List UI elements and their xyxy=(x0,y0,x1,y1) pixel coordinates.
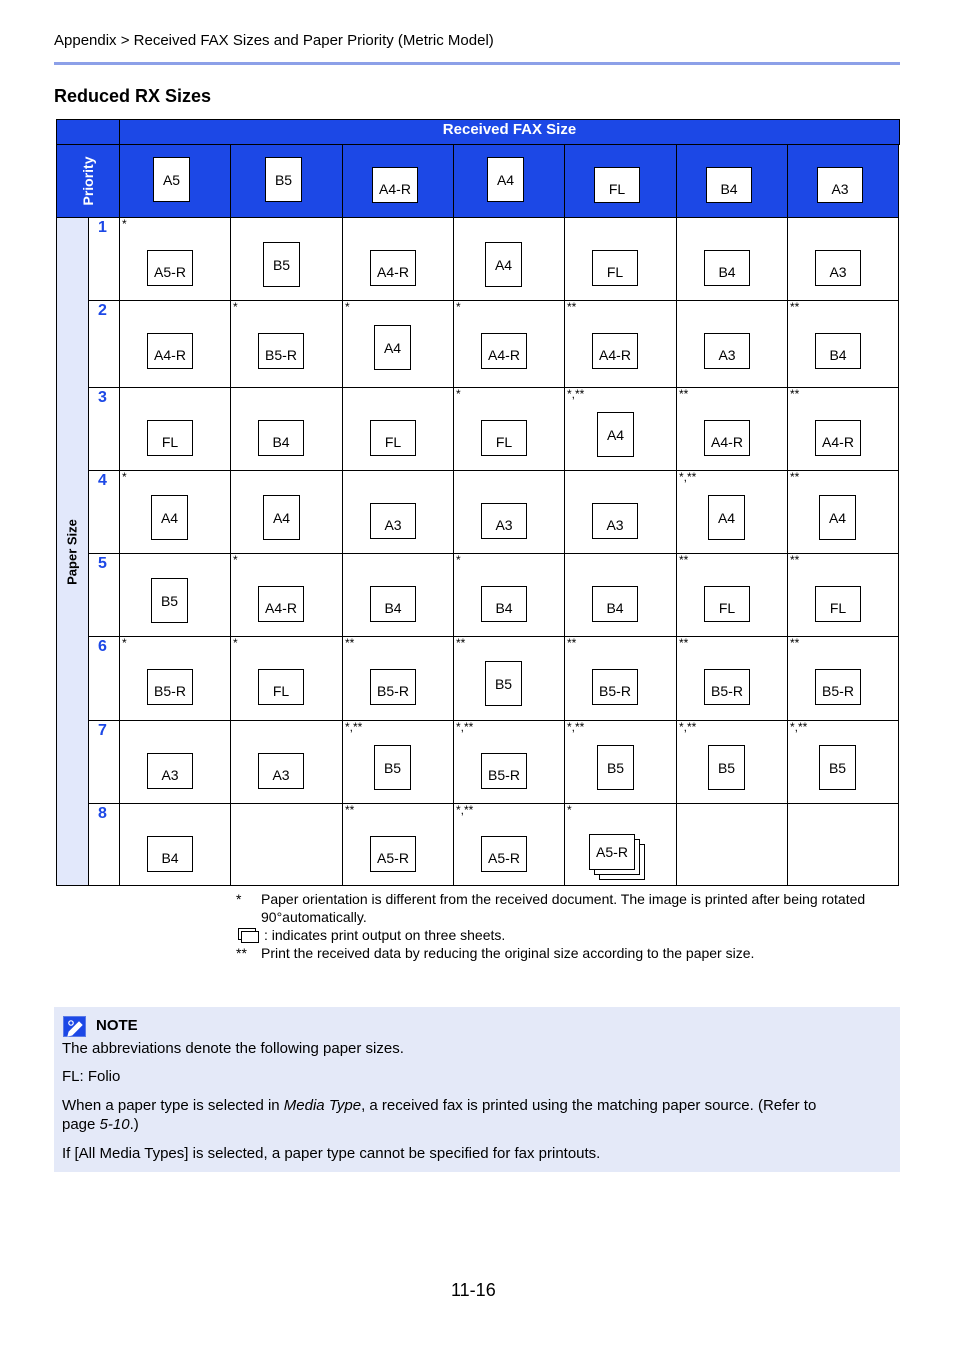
paper-size-box: B5-R xyxy=(147,669,193,705)
paper-size-box: B4 xyxy=(258,420,304,456)
priority-cell xyxy=(89,301,120,388)
footnote-mark: *,** xyxy=(456,720,474,734)
paper-size-box: A3 xyxy=(258,753,304,789)
page-number: 11-16 xyxy=(451,1280,496,1300)
priority-header xyxy=(56,145,120,218)
footnote-mark: * xyxy=(233,636,238,650)
footnote-mark: * xyxy=(122,636,127,650)
paper-size-box: B4 xyxy=(147,836,193,872)
received-size-box: FL xyxy=(594,167,640,203)
priority-number: 6 xyxy=(98,638,107,655)
received-size-box: B5 xyxy=(265,157,302,202)
paper-size-box: FL xyxy=(147,420,193,456)
footnote-mark: ** xyxy=(790,300,800,314)
paper-size-box: A4 xyxy=(374,325,411,370)
priority-label: Priority xyxy=(79,156,96,206)
received-size-box: A4-R xyxy=(372,167,418,203)
star-text: Paper orientation is different from the received document. The image is printed after being rotated 90°automatically. xyxy=(261,891,866,925)
footnote-mark: ** xyxy=(679,387,689,401)
footnote-mark: ** xyxy=(567,300,577,314)
priority-number: 2 xyxy=(98,302,107,319)
paper-size-box: A4-R xyxy=(258,586,304,622)
paper-size-cell xyxy=(677,804,788,886)
paper-size-box: A5-R xyxy=(147,250,193,286)
received-size-box: B4 xyxy=(706,167,752,203)
footnote-mark: ** xyxy=(345,803,355,817)
paper-size-box: B5 xyxy=(819,745,856,790)
star-symbol: * xyxy=(236,891,242,907)
paper-size-box: B4 xyxy=(481,586,527,622)
received-fax-size-header xyxy=(120,119,900,145)
paper-size-box: A4 xyxy=(263,495,300,540)
paper-size-box: A3 xyxy=(147,753,193,789)
paper-size-box: B4 xyxy=(815,333,861,369)
footnote-mark: * xyxy=(345,300,350,314)
paper-size-box: FL xyxy=(370,420,416,456)
priority-number: 1 xyxy=(98,219,107,236)
footnote-mark: ** xyxy=(679,636,689,650)
paper-size-side xyxy=(56,218,89,886)
paper-size-box: B5-R xyxy=(592,669,638,705)
footnote-mark: ** xyxy=(790,553,800,567)
note-icon xyxy=(63,1016,86,1037)
paper-size-box: B5 xyxy=(374,745,411,790)
sheets-text: : indicates print output on three sheets. xyxy=(264,927,506,943)
paper-size-box: B5 xyxy=(485,661,522,706)
footnote-mark: * xyxy=(567,803,572,817)
note-line-media-type xyxy=(62,1096,882,1134)
paper-size-box: A4-R xyxy=(370,250,416,286)
footnote-mark: *,** xyxy=(567,387,585,401)
priority-number: 8 xyxy=(98,805,107,822)
paper-size-box: B5-R xyxy=(258,333,304,369)
paper-size-box: B5 xyxy=(597,745,634,790)
received-size-box: A3 xyxy=(817,167,863,203)
note-text: When a paper type is selected in xyxy=(62,1097,284,1114)
priority-cell xyxy=(89,388,120,471)
paper-size-box: A3 xyxy=(592,503,638,539)
note-line-folio: FL: Folio xyxy=(62,1068,121,1085)
paper-size-box: A3 xyxy=(704,333,750,369)
paper-size-box: B5-R xyxy=(815,669,861,705)
paper-size-box: A5-R xyxy=(370,836,416,872)
footnote-mark: ** xyxy=(567,636,577,650)
footnote-mark: *,** xyxy=(456,803,474,817)
note-heading: NOTE xyxy=(96,1017,138,1034)
double-star-text: Print the received data by reducing the original size according to the paper size. xyxy=(261,945,755,961)
footnote-star xyxy=(236,890,896,926)
double-star-symbol: ** xyxy=(236,945,247,961)
received-fax-size-table xyxy=(56,119,900,886)
paper-size-box: A4-R xyxy=(147,333,193,369)
paper-size-box: A3 xyxy=(370,503,416,539)
footnote-mark: *,** xyxy=(567,720,585,734)
paper-size-box: A4-R xyxy=(704,420,750,456)
paper-size-box: FL xyxy=(258,669,304,705)
paper-size-box: A3 xyxy=(481,503,527,539)
priority-cell xyxy=(89,637,120,721)
page-reference-link[interactable]: 5-10 xyxy=(99,1116,130,1133)
note-text: .) xyxy=(129,1116,139,1133)
header-rule xyxy=(54,62,900,65)
paper-size-box: FL xyxy=(815,586,861,622)
corner-cell xyxy=(56,119,120,145)
media-type-term: Media Type xyxy=(283,1097,362,1114)
footnote-mark: * xyxy=(233,553,238,567)
section-title: Reduced RX Sizes xyxy=(54,86,212,106)
paper-size-cell xyxy=(231,804,343,886)
paper-size-box: A4 xyxy=(708,495,745,540)
paper-size-box: A4-R xyxy=(592,333,638,369)
priority-number: 3 xyxy=(98,389,107,406)
footnote-mark: ** xyxy=(456,636,466,650)
note-text: page xyxy=(62,1116,100,1133)
footnote-mark: * xyxy=(233,300,238,314)
paper-size-box: A5-R xyxy=(481,836,527,872)
footnote-mark: * xyxy=(122,470,127,484)
received-fax-size-label: Received FAX Size xyxy=(442,121,577,138)
paper-size-label: Paper Size xyxy=(64,518,80,585)
priority-cell xyxy=(89,804,120,886)
paper-size-box: B5-R xyxy=(370,669,416,705)
paper-size-box: B5 xyxy=(263,242,300,287)
footnote-mark: ** xyxy=(790,636,800,650)
paper-size-box: FL xyxy=(704,586,750,622)
paper-size-cell xyxy=(788,804,899,886)
priority-number: 5 xyxy=(98,555,107,572)
footnote-mark: ** xyxy=(345,636,355,650)
footnote-mark: ** xyxy=(790,470,800,484)
paper-size-box: B4 xyxy=(370,586,416,622)
paper-size-box: A4-R xyxy=(481,333,527,369)
footnote-mark: * xyxy=(456,387,461,401)
received-size-box: A4 xyxy=(487,157,524,202)
paper-size-box: B5 xyxy=(151,578,188,623)
paper-size-box: A3 xyxy=(815,250,861,286)
footnote-sheets xyxy=(236,926,896,944)
priority-number: 7 xyxy=(98,722,107,739)
breadcrumb: Appendix > Received FAX Sizes and Paper Priority (Metric Model) xyxy=(54,32,494,49)
paper-size-box: A4 xyxy=(819,495,856,540)
paper-size-box: B4 xyxy=(592,586,638,622)
footnote-mark: *,** xyxy=(790,720,808,734)
footnote-mark: *,** xyxy=(679,720,697,734)
paper-size-box: A4 xyxy=(151,495,188,540)
footnotes xyxy=(236,890,896,962)
paper-size-box: A4 xyxy=(597,412,634,457)
note-line-all-media: If [All Media Types] is selected, a paper type cannot be specified for fax printouts. xyxy=(62,1145,601,1162)
footnote-mark: *,** xyxy=(679,470,697,484)
paper-size-box: B5-R xyxy=(704,669,750,705)
paper-size-box: B5 xyxy=(708,745,745,790)
footnote-double-star xyxy=(236,944,896,962)
note-box xyxy=(54,1007,900,1172)
footnote-mark: ** xyxy=(790,387,800,401)
priority-cell xyxy=(89,471,120,554)
paper-size-box: A4 xyxy=(485,242,522,287)
priority-number: 4 xyxy=(98,472,107,489)
footnote-mark: * xyxy=(122,217,127,231)
paper-size-box: B4 xyxy=(704,250,750,286)
paper-size-box: A4-R xyxy=(815,420,861,456)
footnote-mark: * xyxy=(456,300,461,314)
priority-cell xyxy=(89,218,120,301)
paper-size-box: A5-R xyxy=(589,834,635,870)
footnote-mark: ** xyxy=(679,553,689,567)
footnote-mark: * xyxy=(456,553,461,567)
note-line-abbreviations: The abbreviations denote the following paper sizes. xyxy=(62,1040,404,1057)
note-text: , a received fax is printed using the matching paper source. (Refer to xyxy=(361,1097,817,1114)
priority-cell xyxy=(89,554,120,637)
paper-size-box: B5-R xyxy=(481,753,527,789)
footnote-mark: *,** xyxy=(345,720,363,734)
paper-size-box: FL xyxy=(592,250,638,286)
received-size-box: A5 xyxy=(153,157,190,202)
paper-size-box: FL xyxy=(481,420,527,456)
priority-cell xyxy=(89,721,120,804)
